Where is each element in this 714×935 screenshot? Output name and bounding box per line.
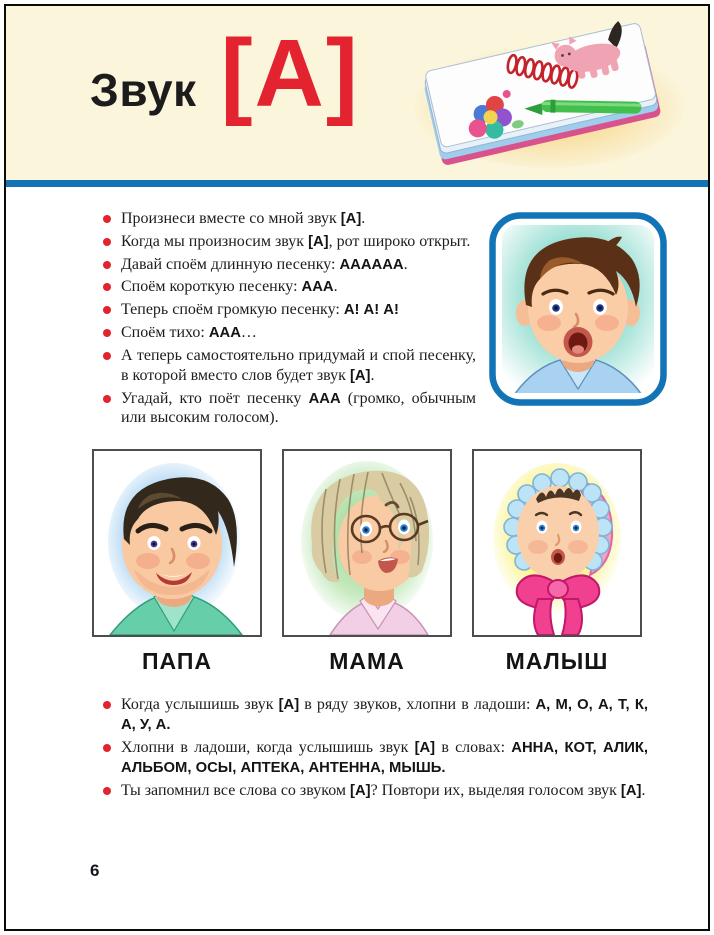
- sketchbook-illustration: [401, 8, 686, 178]
- page-header: [6, 6, 708, 180]
- top-section: [102, 209, 664, 431]
- instruction-item: Споём короткую песенку: ААА.: [102, 277, 476, 297]
- baby-illustration: [472, 449, 642, 637]
- page-body: [6, 187, 708, 929]
- portrait-label-papa: ПАПА: [142, 648, 212, 675]
- portrait-mama: [282, 449, 452, 675]
- portrait-papa: [92, 449, 262, 675]
- portraits-row: [92, 449, 642, 675]
- portrait-label-baby: МАЛЫШ: [505, 648, 609, 675]
- title-word: Звук: [90, 64, 197, 116]
- instructions-list-top: [102, 209, 476, 431]
- instruction-item: Угадай, кто поёт песенку ААА (громко, обычным или высоким голосом).: [102, 389, 476, 429]
- instructions-list-bottom: [102, 695, 648, 800]
- instruction-item: Произнеси вместе со мной звук [А].: [102, 209, 476, 229]
- instruction-item: Когда мы произносим звук [А], рот широко открыт.: [102, 232, 476, 252]
- instruction-item: Давай споём длинную песенку: АААААА.: [102, 255, 476, 275]
- header-divider: [6, 180, 708, 187]
- papa-illustration: [92, 449, 262, 637]
- instruction-item: Теперь споём громкую песенку: А! А! А!: [102, 300, 476, 320]
- book-page: [4, 4, 710, 931]
- portrait-label-mama: МАМА: [329, 648, 405, 675]
- boy-svg: [488, 211, 668, 407]
- bottom-section: [102, 695, 648, 800]
- instruction-item: А теперь самостоятельно придумай и спой песенку, в которой вместо слов будет звук [А].: [102, 346, 476, 386]
- instruction-item: Когда услышишь звук [А] в ряду звуков, хлопни в ладоши: А, М, О, А, Т, К, А, У, А.: [102, 695, 648, 735]
- sketchbook-svg: [401, 8, 686, 178]
- title-sound-a: [А]: [220, 20, 360, 127]
- page-title: [90, 20, 360, 127]
- boy-illustration: [488, 211, 668, 431]
- mama-illustration: [282, 449, 452, 637]
- instruction-item: Ты запомнил все слова со звуком [А]? Повтори их, выделяя голосом звук [А].: [102, 781, 648, 801]
- portrait-baby: [472, 449, 642, 675]
- instruction-item: Споём тихо: ААА…: [102, 323, 476, 343]
- instruction-item: Хлопни в ладоши, когда услышишь звук [А] в словах: АННА, КОТ, АЛИК, АЛЬБОМ, ОСЫ, АПТЕКА, АНТЕННА, МЫШЬ.: [102, 738, 648, 778]
- page-number: 6: [90, 861, 100, 880]
